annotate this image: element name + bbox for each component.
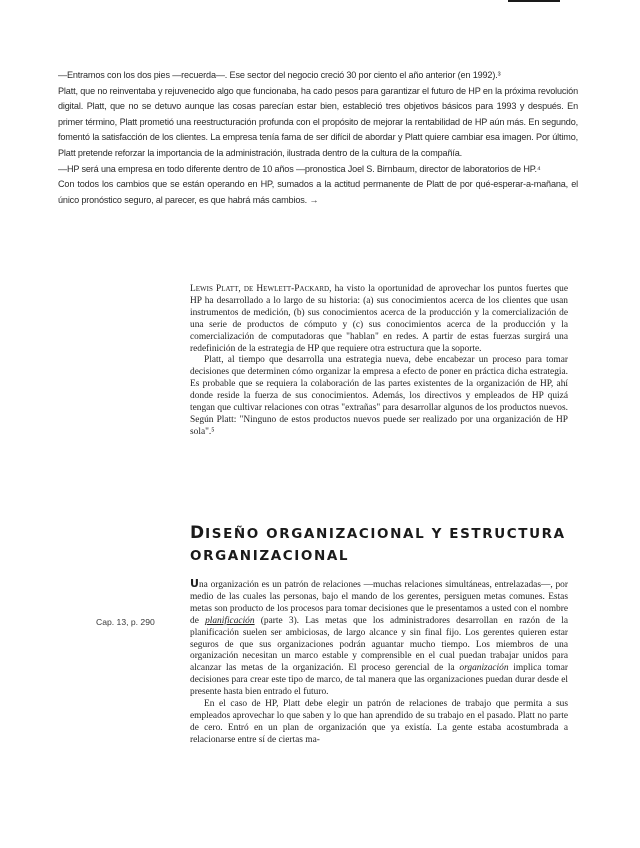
intro-paragraph-4: Con todos los cambios que se están operando en HP, sumados a la actitud permanente de Platt de por qué-esperar-a-mañana, el único pronóstico seguro, al parecer, es que habrá más cambios. → [58,179,578,205]
heading-initial: D [190,523,206,543]
body-paragraph-1-a: na organización es un patrón de relaciones —muchas relaciones simultáneas, entrelazadas—, por medio de las cuales las personas, bajo el mando de los gerentes, persiguen metas comunes. Estas metas son producto de los procesos para tomar decisiones que le presentamos a usted con el nombre de [190,580,568,626]
intro-paragraph-2: Platt, que no reinventaba y rejuvenecido algo que funcionaba, ha cado pesos para garantizar el futuro de HP en la próxima revolución digital. Platt, que no se detuvo aunque las cosas parecían estar bien, estableció tres objetivos básicos para 1993 y después. En primer término, Platt prometió una reestructuración profunda con el propósito de mejorar la rentabilidad de HP aún más. En segundo, fomentó la satisfacción de los clientes. La empresa tenía fama de ser difícil de abordar y Platt quiere cambiar esa imagen. Por último, Platt pretende reforzar la importancia de la administración, ilustrada dentro de la cultura de la compañía. [58,85,578,158]
intro-paragraph-1: —Entramos con los dos pies —recuerda—. Ese sector del negocio creció 30 por ciento el año anterior (en 1992).³ [58,70,501,80]
margin-cross-reference: Cap. 13, p. 290 [96,617,155,627]
body-term-planificacion: planificación [205,615,255,626]
lead-small-caps: Lewis Platt, de Hewlett-Packard, [190,284,332,294]
heading-line-1-text: ISEÑO ORGANIZACIONAL Y ESTRUCTURA [205,526,566,542]
body-paragraph-1-b: (parte 3). Las metas que los administradores desarrollan en razón de la planificación suelen ser ambiciosas, de largo alcance y sin final fijo. Los gerentes quieren estar seguros de que sus organizaciones podrán aguantar mucho tiempo. Los miembros de una organización necesitan un marco estable y comprensible en el cual puedan trabajar unidos para alcanzar las metas de la organización. El proceso gerencial de la [190,615,568,674]
section-heading [190,522,580,567]
hp-case-paragraph-1-text: ha visto la oportunidad de aprovechar los puntos fuertes que HP ha desarrollado a lo largo de su historia: (a) sus conocimientos acerca de los clientes que usan instrumentos de medición, (b) sus conocimientos acerca de la producción y la comercialización de una serie de productos de cómputo y (c) sus conocimientos acerca de la producción y la comercialización de computadoras que "hablan" en redes. A partir de estas fuerzas surgirá una redefinición de la estrategia de HP que requiere otra estructura que la soporte. [190,284,569,354]
body-initial: U [190,577,199,590]
body-term-organizacion: organización [459,663,509,674]
intro-section [58,68,578,208]
hp-case-section [190,284,568,439]
hp-case-paragraph-1 [190,284,568,355]
hp-case-paragraph-2: Platt, al tiempo que desarrolla una estrategia nueva, debe encabezar un proceso para tomar decisiones que determinen cómo organizar la empresa a efecto de poner en práctica dicha estrategia. Es probable que se requiera la colaboración de las partes existentes de la organización de HP, ahí donde reside la fuerza de sus conocimientos. Además, los directivos y empleados de HP quizá tengan que cultivar relaciones con otras "extrañas" para desarrollar algunos de los productos nuevos. Según Platt: "Ninguno de estos productos nuevos puede ser realizado por una organización de HP sola".⁵ [190,355,568,437]
section-heading-line-1 [190,522,580,545]
body-paragraph-2: En el caso de HP, Platt debe elegir un patrón de relaciones de trabajo que permita a sus empleados aprovechar lo que saben y lo que han aprendido de su trabajo en el pasado. Platt no parte de cero. Entró en un plan de organización que ya existía. La gente estaba acostumbrada a relacionarse entre sí de ciertas ma- [190,699,568,745]
body-section [190,578,568,747]
section-heading-line-2: ORGANIZACIONAL [190,548,350,564]
top-rule [508,0,560,2]
body-paragraph-1 [190,578,568,699]
intro-paragraph-3: —HP será una empresa en todo diferente dentro de 10 años —pronostica Joel S. Birnbaum, director de laboratorios de HP.⁴ [58,163,541,174]
body-paragraph-1-c: implica tomar decisiones para crear este tipo de marco, de tal manera que las organizaciones puedan durar desde el presente hasta bien entrado el futuro. [190,663,569,698]
